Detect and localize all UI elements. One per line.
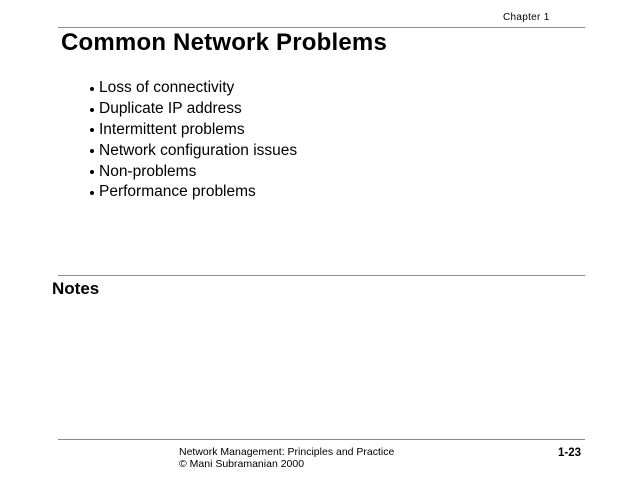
- page-number: 1-23: [558, 447, 582, 459]
- bullet-icon: [90, 149, 94, 153]
- list-item-text: Loss of connectivity: [99, 79, 235, 97]
- list-item: [90, 182, 297, 203]
- list-item: [90, 78, 297, 99]
- list-item-text: Non-problems: [99, 162, 197, 180]
- bullet-icon: [90, 108, 94, 112]
- list-item: [90, 99, 297, 120]
- page-title: Common Network Problems: [61, 29, 387, 56]
- footer-credits: [179, 447, 394, 470]
- copyright-line: © Mani Subramanian 2000: [179, 457, 305, 470]
- list-item-text: Performance problems: [99, 183, 256, 201]
- notes-divider: [58, 275, 585, 276]
- list-item: [90, 120, 297, 141]
- chapter-label: Chapter 1: [503, 12, 550, 23]
- notes-heading: Notes: [52, 279, 100, 298]
- list-item-text: Duplicate IP address: [99, 100, 242, 118]
- footer-divider: [58, 439, 585, 440]
- book-title: Network Management: Principles and Practice: [179, 446, 395, 458]
- list-item: [90, 140, 297, 161]
- bullet-icon: [90, 170, 94, 174]
- list-item-text: Intermittent problems: [99, 120, 245, 138]
- bullet-icon: [90, 191, 94, 195]
- header-divider: [58, 27, 585, 28]
- bullet-icon: [90, 128, 94, 132]
- list-item: [90, 161, 297, 182]
- list-item-text: Network configuration issues: [99, 141, 298, 159]
- bullet-icon: [90, 87, 94, 91]
- bullet-list: [90, 78, 297, 203]
